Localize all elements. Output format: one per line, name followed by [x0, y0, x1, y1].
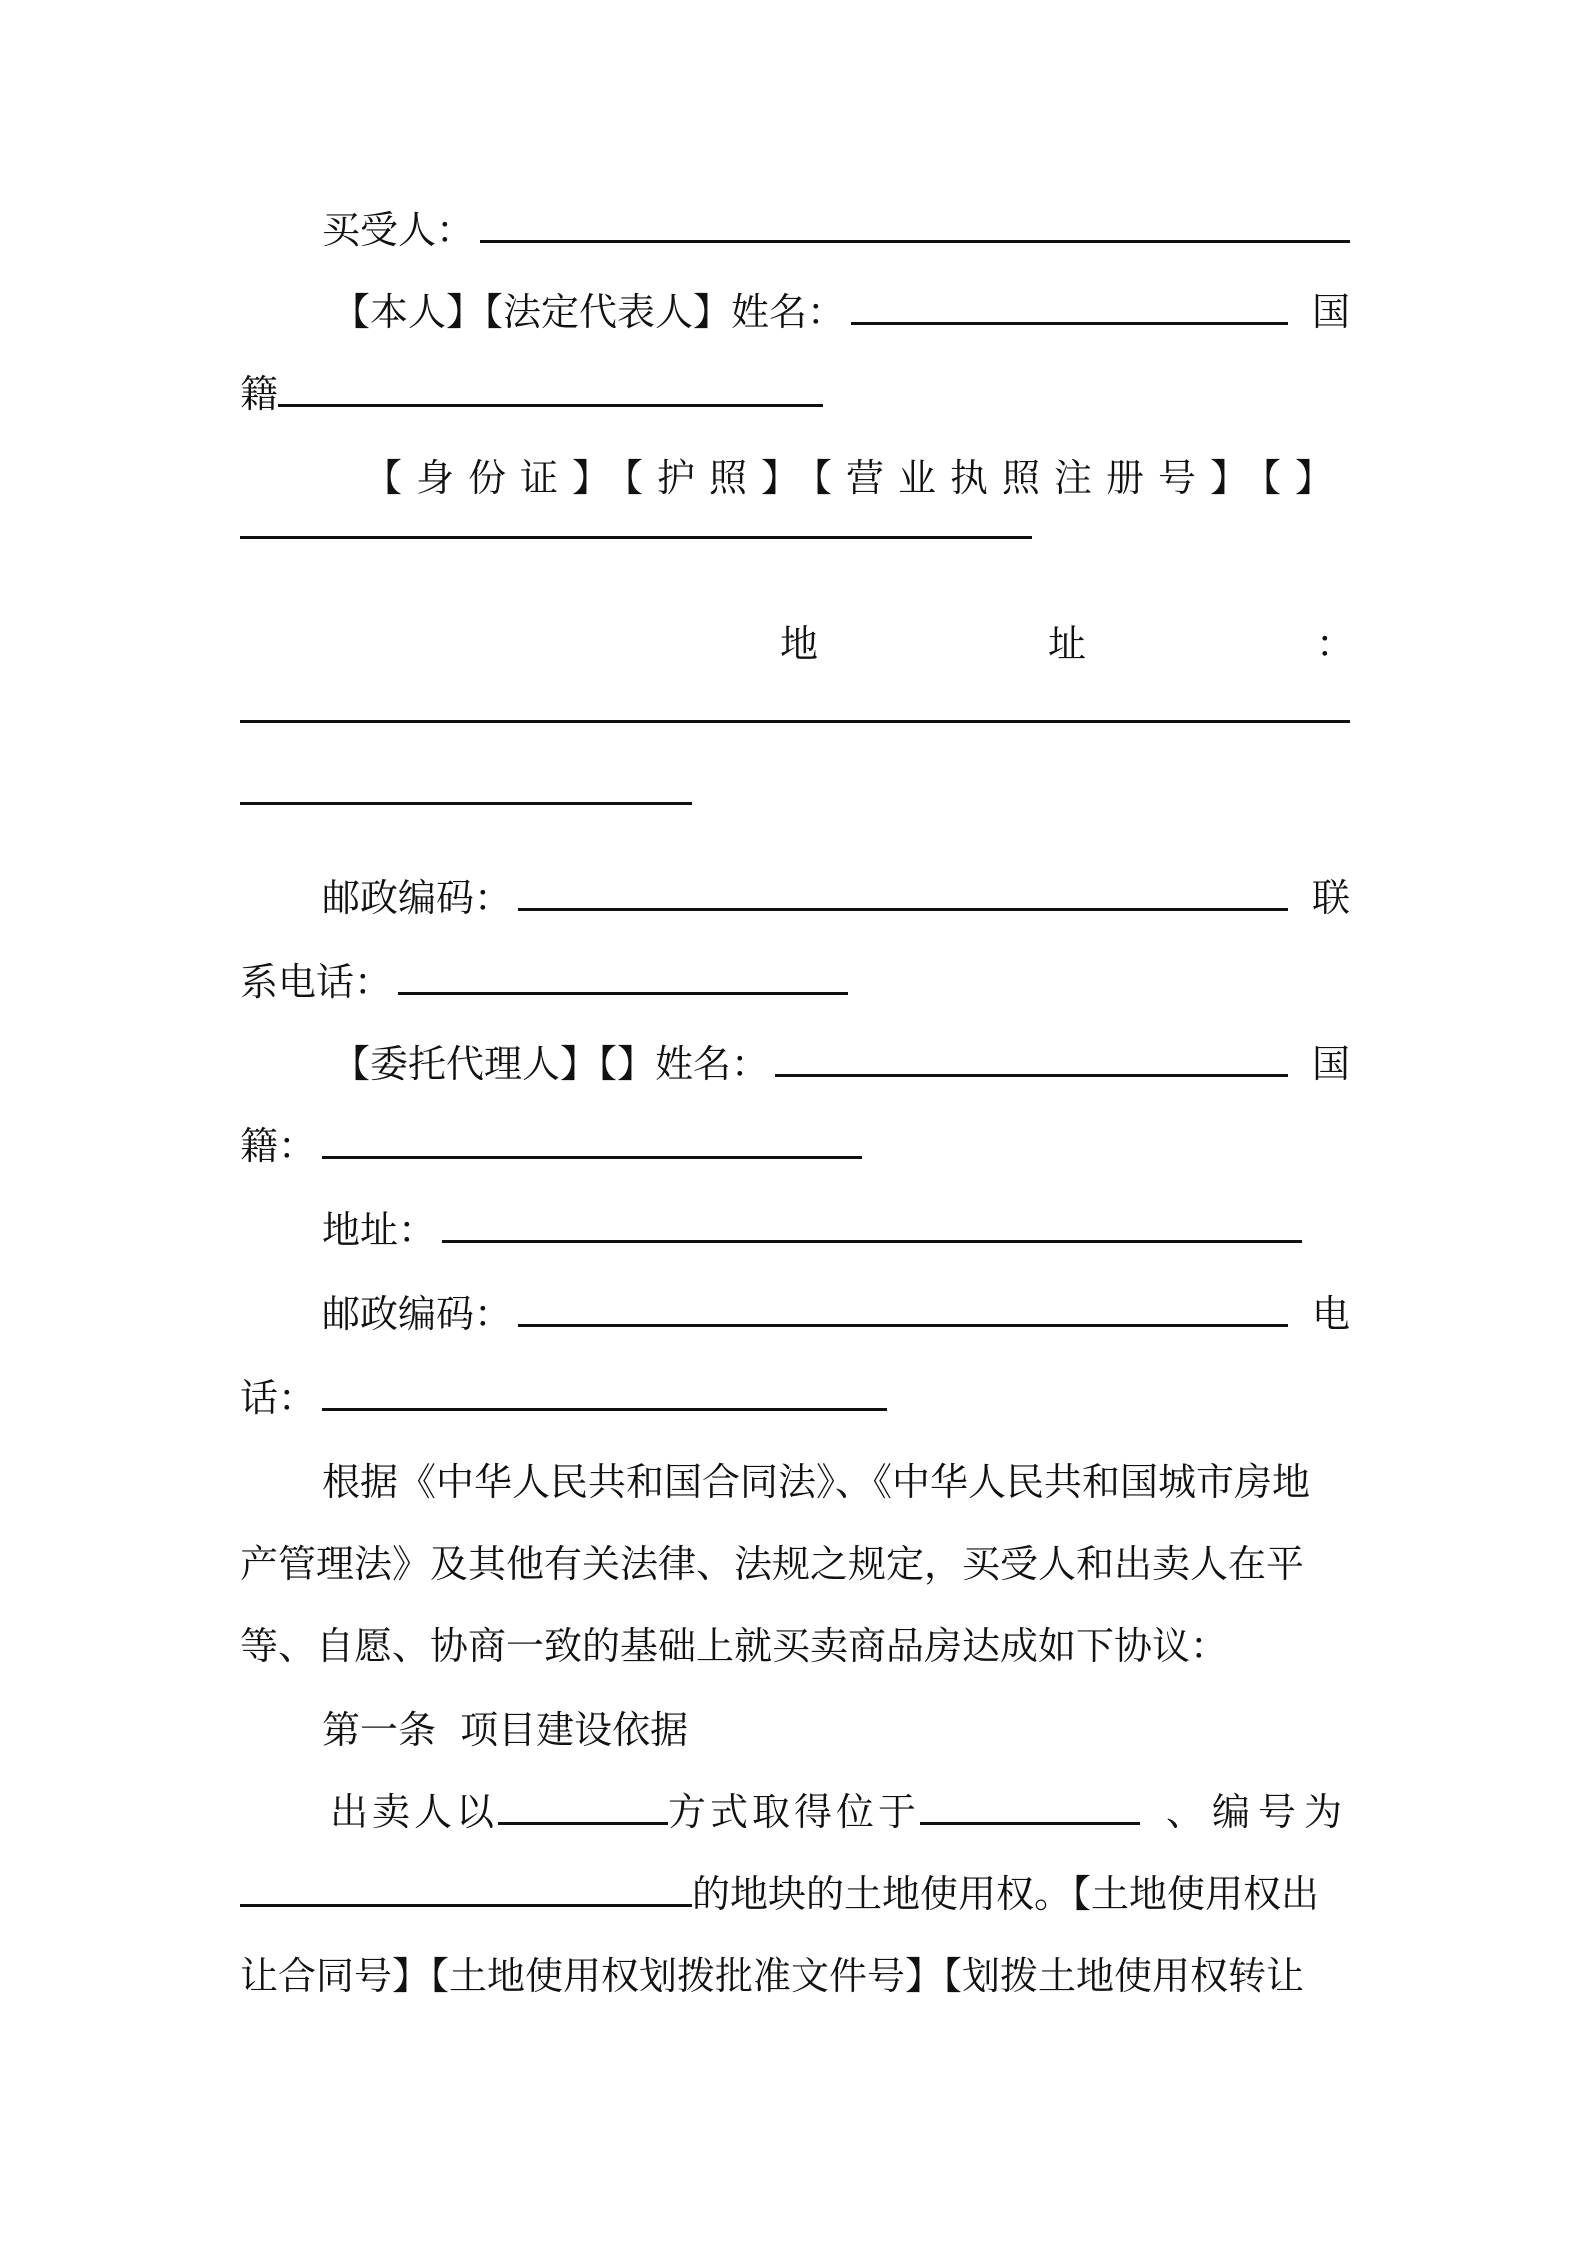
buyer-postcode-blank[interactable]	[518, 904, 1288, 911]
preamble-line-3	[240, 1616, 1350, 1676]
buyer-phone-head: 系电话：	[240, 960, 393, 1004]
agent-phone-tail: 电	[1311, 1292, 1350, 1336]
buyer-nationality-tail: 国	[1311, 290, 1350, 334]
agent-name-blank[interactable]	[775, 1070, 1288, 1077]
agent-postcode-label: 邮政编码：	[322, 1292, 513, 1336]
agent-address-row	[322, 1200, 1302, 1260]
article-1-text-c: 、编号为	[1165, 1790, 1350, 1834]
buyer-row	[322, 200, 1350, 260]
buyer-address-char-1: 地	[780, 622, 819, 666]
buyer-self-rep-label: 【本人】【法定代表人】姓名：	[332, 290, 846, 334]
agent-postcode-row	[322, 1284, 1350, 1344]
buyer-address-blank-2[interactable]	[240, 798, 692, 805]
buyer-name-row	[332, 282, 1350, 342]
preamble-line-2	[240, 1534, 1350, 1594]
buyer-label: 买受人：	[322, 208, 475, 252]
buyer-address-row-2	[240, 798, 1350, 858]
article-1-para-2	[240, 1864, 1350, 1924]
article-1-title: 第一条 项目建设依据	[322, 1708, 689, 1752]
agent-postcode-blank[interactable]	[518, 1320, 1288, 1327]
agent-nationality-tail: 国	[1311, 1042, 1350, 1086]
article-1-para-1	[330, 1782, 1350, 1842]
buyer-address-blank-1[interactable]	[240, 716, 1350, 723]
agent-name-row	[332, 1034, 1350, 1094]
agent-phone-row	[240, 1368, 1350, 1428]
article-1-text-b: 方式取得位于	[668, 1790, 921, 1834]
article-1-text-e: 让合同号】【土地使用权划拨批准文件号】【划拨土地使用权转让	[240, 1954, 1305, 1998]
article-1-text-a: 出卖人以	[330, 1790, 499, 1834]
buyer-blank[interactable]	[480, 236, 1350, 243]
buyer-address-row-1	[240, 716, 1350, 776]
preamble-text-2: 产管理法》及其他有关法律、法规之规定，买受人和出卖人在平	[240, 1542, 1305, 1586]
buyer-address-char-3: ：	[1316, 622, 1355, 666]
buyer-phone-tail: 联	[1311, 876, 1350, 920]
agent-nationality-row	[240, 1116, 1350, 1176]
buyer-id-types-row	[364, 448, 1350, 508]
buyer-nationality-row	[240, 364, 1350, 424]
acquisition-method-blank[interactable]	[498, 1818, 668, 1825]
buyer-phone-blank[interactable]	[398, 988, 848, 995]
article-1-text-d: 的地块的土地使用权。【土地使用权出	[692, 1872, 1320, 1916]
agent-nationality-blank[interactable]	[322, 1152, 862, 1159]
location-blank[interactable]	[920, 1818, 1140, 1825]
buyer-address-char-2: 址	[1048, 622, 1087, 666]
buyer-id-number-row	[240, 532, 1350, 592]
article-1-para-3	[240, 1946, 1350, 2006]
agent-address-blank[interactable]	[442, 1236, 1302, 1243]
buyer-name-blank[interactable]	[851, 318, 1288, 325]
agent-phone-head: 话：	[240, 1376, 317, 1420]
agent-nationality-head: 籍：	[240, 1124, 317, 1168]
buyer-phone-row	[240, 952, 1350, 1012]
buyer-address-label-row	[240, 614, 1355, 674]
buyer-nationality-head: 籍	[240, 372, 279, 416]
buyer-postcode-row	[322, 868, 1350, 928]
preamble-line-1	[322, 1452, 1350, 1512]
agent-address-label: 地址：	[322, 1208, 437, 1252]
parcel-number-blank[interactable]	[240, 1900, 692, 1907]
buyer-postcode-label: 邮政编码：	[322, 876, 513, 920]
agent-name-label: 【委托代理人】【】姓名：	[332, 1042, 770, 1086]
preamble-text-1: 根据《中华人民共和国合同法》、《中华人民共和国城市房地	[322, 1460, 1311, 1504]
article-1-title-row	[322, 1700, 1432, 1760]
buyer-nationality-blank[interactable]	[278, 400, 823, 407]
buyer-id-types: 【身份证】【护照】【营业执照注册号】【】	[364, 456, 1348, 500]
agent-phone-blank[interactable]	[322, 1404, 887, 1411]
preamble-text-3: 等、自愿、协商一致的基础上就买卖商品房达成如下协议：	[240, 1624, 1229, 1668]
buyer-id-number-blank[interactable]	[240, 532, 1032, 539]
